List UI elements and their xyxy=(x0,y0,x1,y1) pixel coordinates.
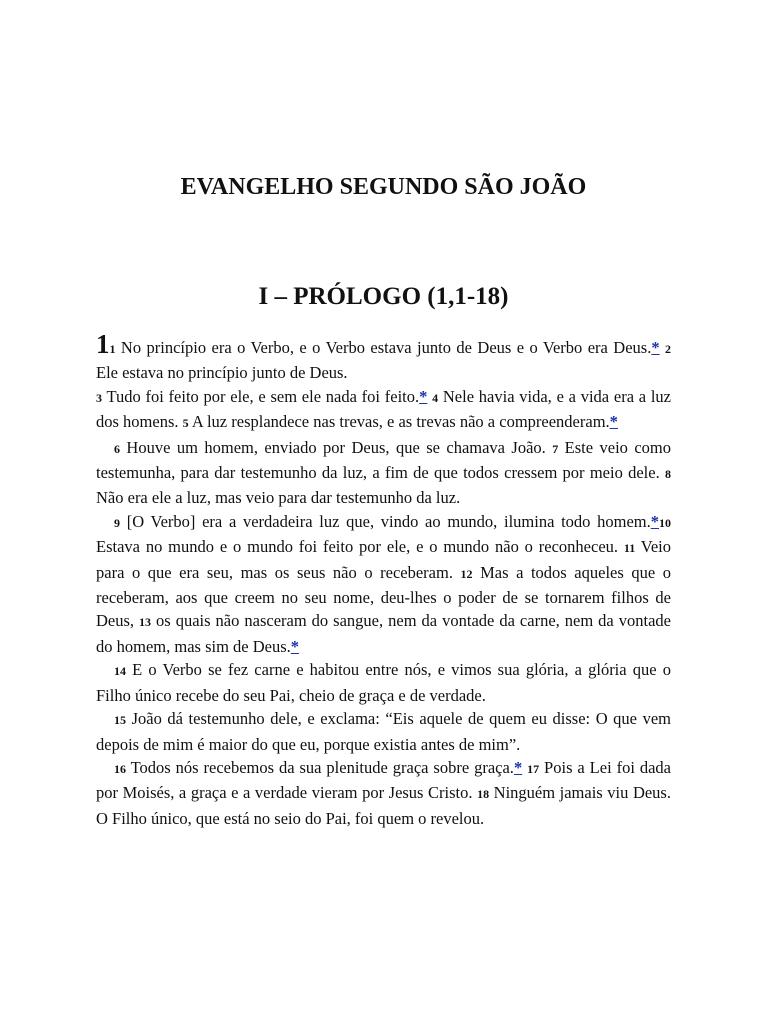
verse-text: Houve um homem, enviado por Deus, que se chamava João. xyxy=(120,437,553,457)
verse-number: 14 xyxy=(114,664,126,679)
verse-text: Todos nós recebemos da sua plenitude graça sobre graça. xyxy=(126,757,514,777)
verse-text: Veio para o que era seu, mas os seus não o receberam. xyxy=(96,537,671,582)
verse-number: 18 xyxy=(477,787,490,802)
verse-number: 10 xyxy=(659,515,671,530)
chapter-number: 1 xyxy=(96,329,110,359)
verse-text: Ele estava no princípio junto de Deus. xyxy=(96,363,348,383)
verse-number: 1 xyxy=(109,342,116,356)
footnote-link[interactable]: * xyxy=(650,511,659,531)
footnote-link[interactable]: * xyxy=(419,386,428,406)
verse-text: Tudo foi feito por ele, e sem ele nada foi feito. xyxy=(102,386,420,406)
verse-number: 7 xyxy=(552,441,559,456)
verse-text: Nele havia vida, e a vida era a luz dos homens. xyxy=(96,386,672,432)
footnote-link[interactable]: * xyxy=(290,636,300,656)
paragraph-4 xyxy=(96,510,671,658)
verse-number: 12 xyxy=(460,566,473,581)
footnote-link[interactable]: * xyxy=(513,757,523,777)
section-title: I – PRÓLOGO (1,1-18) xyxy=(258,283,509,310)
paragraph-5 xyxy=(96,658,671,707)
verse-number: 5 xyxy=(182,416,189,431)
paragraph-7 xyxy=(96,756,671,830)
verse-number: 11 xyxy=(623,541,636,556)
footnote-link[interactable]: * xyxy=(609,412,618,432)
verse-text: E o Verbo se fez carne e habitou entre nós, e vimos sua glória, a glória que o Filho único recebe do seu Pai, cheio de graça e de verdade. xyxy=(96,660,671,705)
verse-text: Mas a todos aqueles que o receberam, aos que creem no seu nome, deu-lhes o poder de se tornarem filhos de Deus, xyxy=(96,562,671,631)
verse-number: 16 xyxy=(114,761,126,776)
verse-text: Estava no mundo e o mundo foi feito por ele, e o mundo não o reconheceu. xyxy=(96,537,624,557)
verse-text: Não era ele a luz, mas veio para dar testemunho da luz. xyxy=(96,488,461,508)
footnote-link[interactable]: * xyxy=(651,338,660,357)
verse-number: 13 xyxy=(139,615,152,630)
verse-text: Ninguém jamais viu Deus. O Filho único, que está no seio do Pai, foi quem o revelou. xyxy=(96,783,671,828)
paragraph-6 xyxy=(96,707,671,756)
verse-number: 17 xyxy=(527,761,540,776)
verse-number: 6 xyxy=(114,441,120,456)
verse-number: 15 xyxy=(114,713,126,728)
verse-text: Este veio como testemunha, para dar testemunho da luz, a fim de que todos cressem por meio dele. xyxy=(96,437,671,483)
paragraph-3 xyxy=(96,436,671,510)
scripture-text xyxy=(96,329,672,830)
verse-text: João dá testemunho dele, e exclama: “Eis aquele de quem eu disse: O que vem depois de mim é maior do que eu, porque existia antes de mim”. xyxy=(96,709,671,754)
verse-text: A luz resplandece nas trevas, e as trevas não a compreenderam. xyxy=(188,412,610,432)
book-title: EVANGELHO SEGUNDO SÃO JOÃO xyxy=(180,174,587,200)
verse-text: Pois a Lei foi dada por Moisés, a graça e a verdade vieram por Jesus Cristo. xyxy=(96,757,672,803)
verse-number: 8 xyxy=(665,467,671,482)
verse-text: No princípio era o Verbo, e o Verbo estava junto de Deus e o Verbo era Deus. xyxy=(115,338,652,357)
verse-text: [O Verbo] era a verdadeira luz que, vindo ao mundo, ilumina todo homem. xyxy=(120,511,651,531)
verse-text: os quais não nasceram do sangue, nem da vontade da carne, nem da vontade do homem, mas sim de Deus. xyxy=(96,611,671,656)
verse-number: 4 xyxy=(432,390,439,405)
paragraph-2 xyxy=(96,385,671,436)
verse-number: 3 xyxy=(96,390,102,405)
verse-number: 2 xyxy=(665,342,672,356)
paragraph-1 xyxy=(96,329,672,385)
verse-number: 9 xyxy=(114,515,120,530)
